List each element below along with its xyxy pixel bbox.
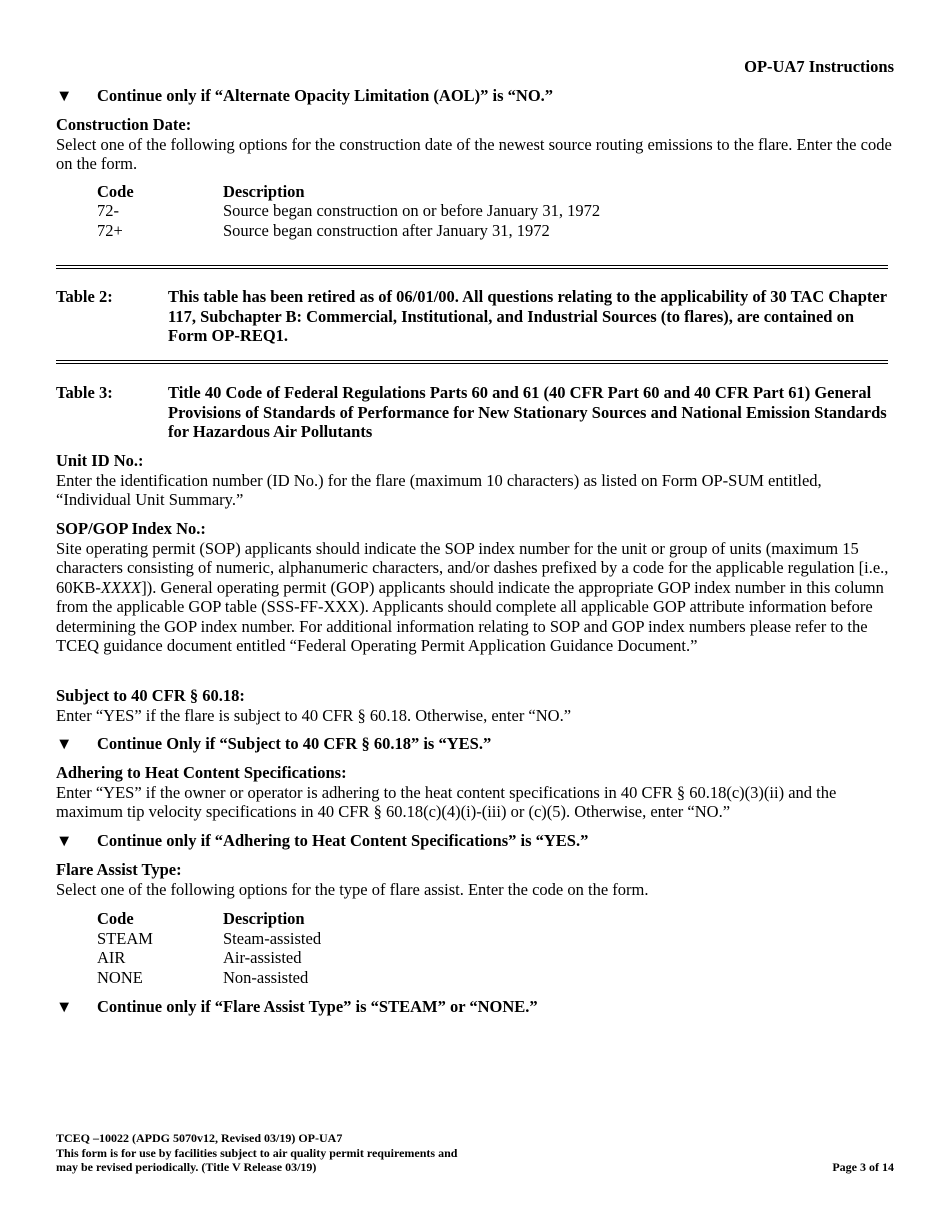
table-row (97, 968, 321, 988)
table-2-block (56, 287, 894, 346)
table-row (97, 201, 600, 221)
subject-6018-text: Enter “YES” if the flare is subject to 40 CFR § 60.18. Otherwise, enter “NO.” (56, 705, 572, 725)
sop-gop-heading: SOP/GOP Index No.: (56, 519, 206, 538)
description-cell: Non-assisted (223, 967, 309, 987)
footer-form-id: TCEQ –10022 (APDG 5070v12, Revised 03/19) OP-UA7 (56, 1131, 343, 1145)
continue-heat-text: Continue only if “Adhering to Heat Content Specifications” is “YES.” (97, 831, 589, 850)
code-cell: 72- (97, 201, 119, 220)
unit-id-heading: Unit ID No.: (56, 451, 144, 470)
continue-flare-note (56, 997, 894, 1017)
construction-date-section (56, 115, 894, 240)
sop-gop-section (56, 519, 894, 656)
table-2-label: Table 2: (56, 287, 113, 306)
code-cell: NONE (97, 967, 143, 987)
table-3-title: Title 40 Code of Federal Regulations Parts 60 and 61 (40 CFR Part 60 and 40 CFR Part 61) General Provisions of Standards of Performance for New Stationary Sources and National Emission Standards for Hazardous Air Pollutants (168, 383, 887, 441)
subject-6018-section (56, 686, 894, 725)
description-column-header: Description (223, 909, 305, 928)
code-cell: AIR (97, 948, 126, 967)
section-divider (56, 360, 888, 364)
sop-gop-text-part2: ]). General operating permit (GOP) applicants should indicate the appropriate GOP index number in this column from the applicable GOP table (SSS-FF-XXX). Applicants should complete all applicable GOP attribute information before determining the GOP index number. For additional information relating to SOP and GOP index numbers please refer to the TCEQ guidance document entitled “Federal Operating Permit Application Guidance Document.” (56, 577, 884, 655)
sop-gop-text (56, 539, 894, 656)
construction-date-text: Select one of the following options for the construction date of the newest source routing emissions to the flare. Enter the code on the form. (56, 134, 892, 173)
down-triangle-icon: ▼ (56, 86, 73, 105)
subject-6018-heading: Subject to 40 CFR § 60.18: (56, 686, 245, 705)
table-row (97, 948, 321, 968)
down-triangle-icon: ▼ (56, 734, 73, 753)
flare-assist-heading: Flare Assist Type: (56, 860, 182, 879)
footer-notice-line1: This form is for use by facilities subject to air quality permit requirements and (56, 1145, 458, 1160)
unit-id-section (56, 451, 894, 510)
page-footer (56, 1131, 894, 1175)
code-cell: 72+ (97, 220, 123, 240)
code-cell: STEAM (97, 928, 153, 948)
description-cell: Source began construction on or before January 31, 1972 (223, 201, 601, 220)
flare-assist-section (56, 860, 894, 987)
table-row (97, 929, 321, 949)
description-cell: Air-assisted (223, 948, 302, 967)
table-3-block (56, 383, 894, 442)
continue-6018-text: Continue Only if “Subject to 40 CFR § 60.18” is “YES.” (97, 734, 492, 753)
continue-heat-note (56, 831, 894, 851)
code-column-header: Code (97, 181, 134, 201)
heat-content-heading: Adhering to Heat Content Specifications: (56, 763, 347, 782)
heat-content-section (56, 763, 894, 822)
continue-6018-note (56, 734, 894, 754)
code-column-header: Code (97, 909, 134, 928)
continue-aol-text: Continue only if “Alternate Opacity Limitation (AOL)” is “NO.” (97, 86, 554, 105)
unit-id-text: Enter the identification number (ID No.) for the flare (maximum 10 characters) as listed on Form OP-SUM entitled, “Individual Unit Summary.” (56, 470, 822, 509)
table-3-label: Table 3: (56, 383, 113, 402)
heat-content-text: Enter “YES” if the owner or operator is adhering to the heat content specifications in 40 CFR § 60.18(c)(3)(ii) and the maximum tip velocity specifications in 40 CFR § 60.18(c)(4)(i)-(iii) or (c)(5). Otherwise, enter “NO.” (56, 782, 837, 821)
document-title: OP-UA7 Instructions (744, 57, 894, 76)
description-cell: Steam-assisted (223, 928, 322, 948)
description-column-header: Description (223, 181, 305, 201)
construction-date-heading: Construction Date: (56, 115, 192, 134)
table-2-text: This table has been retired as of 06/01/00. All questions relating to the applicability of 30 TAC Chapter 117, Subchapter B: Commercial, Institutional, and Industrial Sources (to flares), are contained on Form OP-REQ1. (168, 287, 887, 345)
section-divider (56, 265, 888, 269)
flare-assist-text: Select one of the following options for the type of flare assist. Enter the code on the form. (56, 879, 649, 899)
description-cell: Source began construction after January 31, 1972 (223, 220, 550, 240)
continue-aol-note (56, 86, 894, 106)
down-triangle-icon: ▼ (56, 997, 73, 1016)
construction-date-table (97, 182, 600, 241)
continue-flare-text: Continue only if “Flare Assist Type” is “STEAM” or “NONE.” (97, 997, 538, 1016)
page-number: Page 3 of 14 (832, 1160, 894, 1174)
sop-gop-text-part1: Site operating permit (SOP) applicants should indicate the SOP index number for the unit or group of units (maximum 15 characters consisting of numeric, alphanumeric characters, and/or dashes prefixed by a code for the applicable regulation [i.e., 60KB- (56, 538, 889, 597)
sop-gop-text-italic: XXXX (100, 577, 142, 597)
down-triangle-icon: ▼ (56, 831, 73, 850)
footer-notice-line2: may be revised periodically. (Title V Release 03/19) (56, 1160, 317, 1174)
flare-assist-table (97, 909, 321, 987)
table-row (97, 221, 600, 241)
